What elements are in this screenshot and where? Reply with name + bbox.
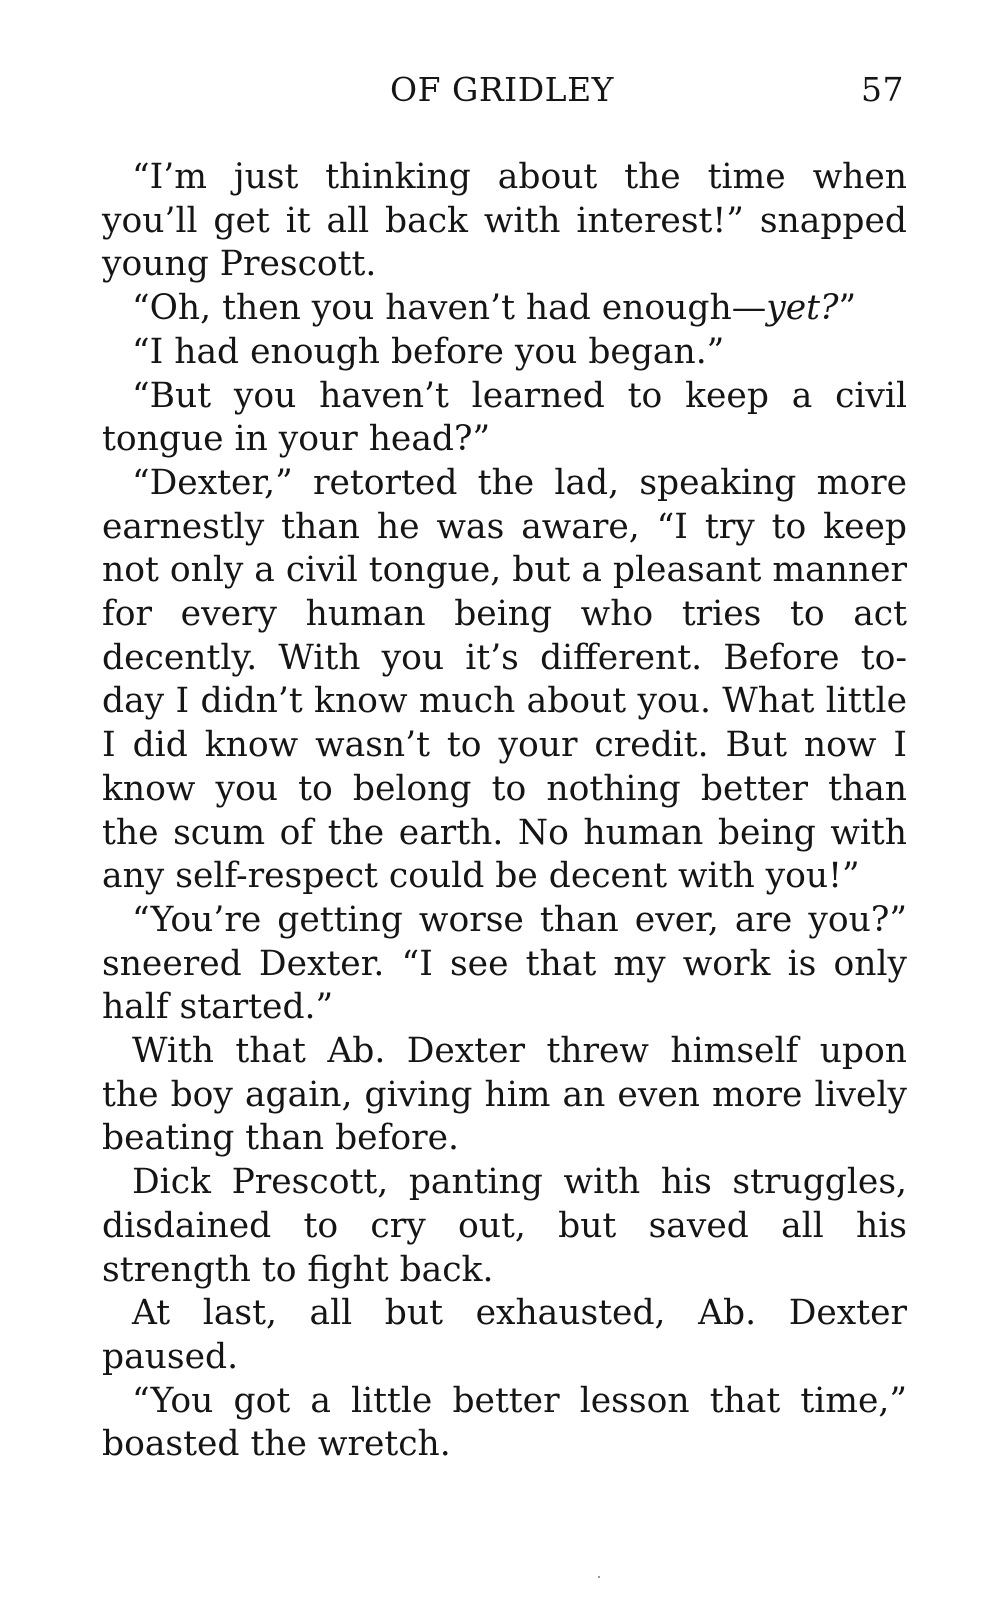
paragraph: With that Ab. Dexter threw himself upon the boy again, giving him an even more lively beating than before.	[102, 1031, 907, 1159]
emphasized-text: yet?	[766, 288, 839, 329]
paragraph: “I’m just thinking about the time when you’ll get it all back with interest!” snapped young Prescott.	[102, 157, 907, 285]
paragraph: “You’re getting worse than ever, are you?” sneered Dexter. “I see that my work is only half started.”	[102, 899, 907, 1028]
running-head: OF GRIDLEY	[390, 70, 614, 109]
paragraph: “Dexter,” retorted the lad, speaking more earnestly than he was aware, “I try to keep not only a civil tongue, but a pleasant manner for every human being who tries to act decently. With you it’s different. Before to-day I didn’t know much about you. What little I did know wasn’t to your credit. But now I know you to belong to nothing better than the scum of the earth. No human being with any self-respect could be decent with you!”	[102, 462, 907, 897]
paragraph	[102, 287, 907, 331]
paragraph: “But you haven’t learned to keep a civil tongue in your head?”	[102, 375, 907, 460]
paragraph-text: “Oh, then you haven’t had enough—	[132, 288, 767, 329]
print-speck	[598, 1576, 600, 1578]
paragraph: “You got a little better lesson that time,” boasted the wretch.	[102, 1380, 907, 1465]
paragraph: “I had enough before you began.”	[132, 331, 725, 372]
page-number: 57	[861, 70, 904, 109]
paragraph: Dick Prescott, panting with his struggles, disdained to cry out, but saved all his strength to fight back.	[102, 1162, 907, 1290]
page-header	[100, 70, 904, 118]
paragraph: At last, all but exhausted, Ab. Dexter paused.	[102, 1293, 907, 1377]
body-text	[102, 156, 907, 1467]
paragraph-text: ”	[838, 288, 857, 329]
